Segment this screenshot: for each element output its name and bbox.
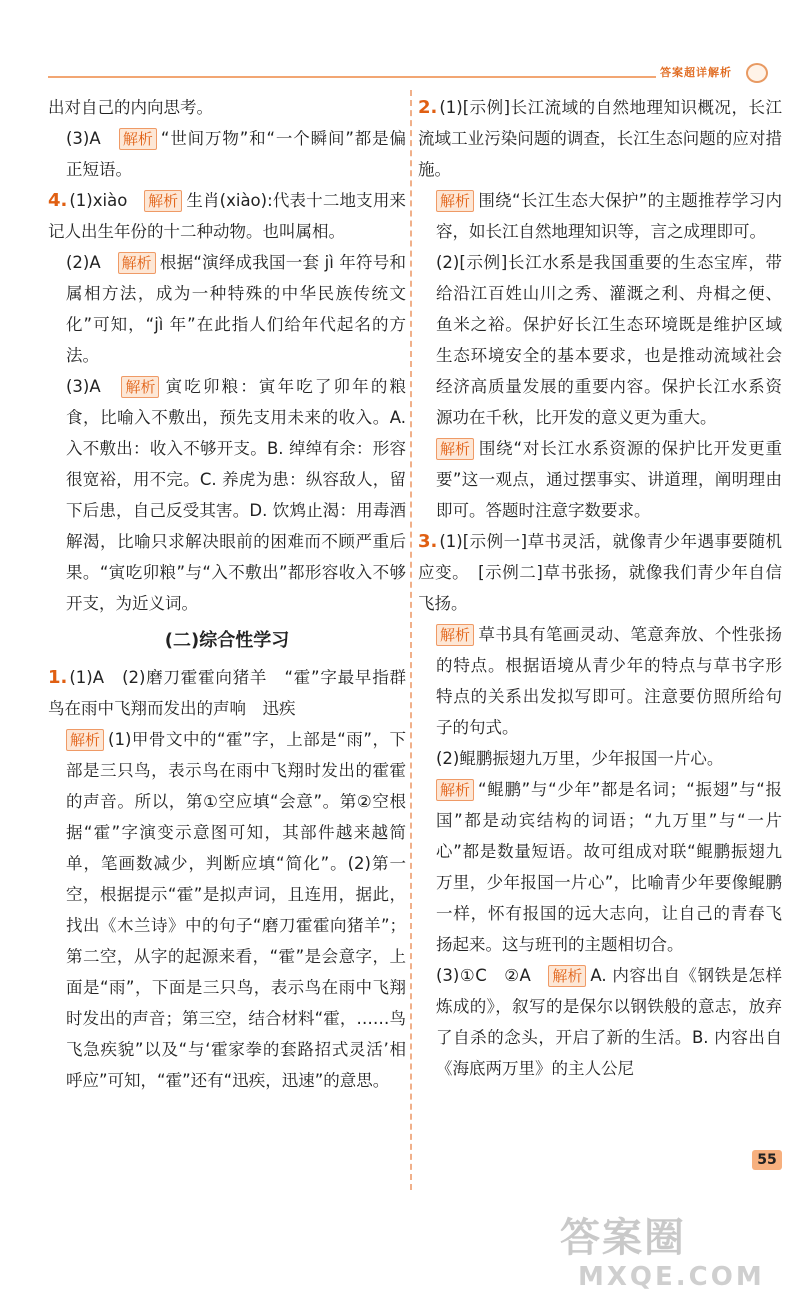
- section-heading: (二)综合性学习: [164, 630, 290, 651]
- analysis-tag: 解析: [436, 190, 474, 212]
- answer-paragraph: [418, 433, 782, 526]
- answer-text: (2)A: [66, 253, 118, 272]
- header-rule: [48, 76, 656, 78]
- analysis-text: 寅吃卯粮：寅年吃了卯年的粮食，比喻入不敷出，预先支用未来的收入。A. 入不敷出：收入不够开支。B. 绰绰有余：形容很宽裕，用不完。C. 养虎为患：纵容敌人，留下后患，自己反受其害。D. 饮鸩止渴：用毒酒解渴，比喻只求解决眼前的困难而不顾严重后果。“寅吃卯粮”与“入不敷出”都形容收入不够开支，为近义词。: [66, 377, 406, 613]
- answer-paragraph: [48, 123, 406, 185]
- right-column: [418, 92, 782, 1084]
- answer-paragraph: [418, 247, 782, 433]
- analysis-tag: 解析: [436, 779, 474, 801]
- analysis-text: 围绕“对长江水系资源的保护比开发更重要”这一观点，通过摆事实、讲道理，阐明理由即可。答题时注意字数要求。: [436, 439, 782, 520]
- analysis-tag: 解析: [436, 624, 474, 646]
- question-number: 1.: [48, 667, 68, 688]
- answer-paragraph: [48, 247, 406, 371]
- answer-paragraph: [48, 662, 406, 724]
- left-column: [48, 92, 406, 1096]
- question-number: 2.: [418, 97, 438, 118]
- header-logo-icon: [746, 63, 768, 83]
- analysis-tag: 解析: [436, 438, 474, 460]
- question-number: 4.: [48, 190, 68, 211]
- page-number: 55: [752, 1150, 782, 1170]
- analysis-tag: 解析: [548, 965, 586, 987]
- answer-text: (3)A: [66, 129, 119, 148]
- question-number: 3.: [418, 531, 438, 552]
- watermark-url: MXQE.COM: [578, 1262, 765, 1292]
- analysis-text: “世间万物”和“一个瞬间”都是偏正短语。: [66, 129, 406, 179]
- answer-paragraph: [418, 774, 782, 960]
- answer-text: (2)[示例]长江水系是我国重要的生态宝库，带给沿江百姓山川之秀、灌溉之利、舟楫之便、鱼米之裕。保护好长江生态环境既是维护区域生态环境安全的基本要求，也是推动流域社会经济高质量发展的重要内容。保护长江水系资源功在千秋，比开发的意义更为重大。: [436, 253, 782, 427]
- analysis-text: 根据“演绎成我国一套 jì 年符号和属相方法，成为一种特殊的中华民族传统文化”可知，“jì 年”在此指人们给年代起名的方法。: [66, 253, 406, 365]
- analysis-text: “鲲鹏”与“少年”都是名词；“振翅”与“报国”都是动宾结构的词语；“九万里”与“一片心”都是数量短语。故可组成对联“鲲鹏振翅九万里，少年报国一片心”，比喻青少年要像鲲鹏一样，怀有报国的远大志向，让自己的青春飞扬起来。这与班刊的主题相切合。: [436, 780, 782, 954]
- answer-text: (1)[示例一]草书灵活，就像青少年遇事要随机应变。 [示例二]草书张扬，就像我们青少年自信飞扬。: [418, 532, 782, 613]
- answer-paragraph: [418, 619, 782, 743]
- answer-paragraph: [418, 526, 782, 619]
- header-title: 答案超详解析: [660, 66, 732, 79]
- answer-paragraph: [48, 92, 406, 123]
- analysis-tag: 解析: [121, 376, 159, 398]
- answer-text: (2)鲲鹏振翅九万里，少年报国一片心。: [436, 749, 724, 768]
- analysis-text: (1)甲骨文中的“霍”字，上部是“雨”，下部是三只鸟，表示鸟在雨中飞翔时发出的霍霍的声音。所以，第①空应填“会意”。第②空根据“霍”字演变示意图可知，其部件越来越简单，笔画数减少，判断应填“简化”。(2)第一空，根据提示“霍”是拟声词，且连用，据此，找出《木兰诗》中的句子“磨刀霍霍向猪羊”；第二空，从字的起源来看，“霍”是会意字，上面是“雨”，下面是三只鸟，表示鸟在雨中飞翔时发出的声音；第三空，结合材料“霍，……鸟飞急疾貌”以及“与‘霍家拳的套路招式灵活’相呼应”可知，“霍”还有“迅疾，迅速”的意思。: [66, 730, 406, 1090]
- answer-text: (1)xiào: [69, 191, 145, 210]
- answer-text: (1)A (2)磨刀霍霍向猪羊 “霍”字最早指群鸟在雨中飞翔而发出的声响 迅疾: [48, 668, 406, 718]
- analysis-tag: 解析: [119, 128, 157, 150]
- analysis-text: 草书具有笔画灵动、笔意奔放、个性张扬的特点。根据语境从青少年的特点与草书字形特点的关系出发拟写即可。注意要仿照所给句子的句式。: [436, 625, 782, 737]
- answer-text: (3)①C ②A: [436, 966, 549, 985]
- analysis-text: 出对自己的内向思考。: [48, 98, 213, 117]
- analysis-tag: 解析: [66, 729, 104, 751]
- analysis-text: A. 内容出自《钢铁是怎样炼成的》，叙写的是保尔以钢铁般的意志，放弃了自杀的念头，开启了新的生活。B. 内容出自《海底两万里》的主人公尼: [436, 966, 782, 1078]
- analysis-tag: 解析: [118, 252, 156, 274]
- answer-paragraph: [418, 960, 782, 1084]
- answer-text: (3)A: [66, 377, 122, 396]
- answer-text: (1)[示例]长江流域的自然地理知识概况，长江流域工业污染问题的调查，长江生态问题的应对措施。: [418, 98, 782, 179]
- answer-paragraph: [418, 743, 782, 774]
- analysis-text: 围绕“长江生态大保护”的主题推荐学习内容，如长江自然地理知识等，言之成理即可。: [436, 191, 782, 241]
- analysis-text: 生肖(xiào):代表十二地支用来记人出生年份的十二种动物。也叫属相。: [48, 191, 406, 241]
- answer-paragraph: [418, 92, 782, 185]
- watermark-logo: 答案圈: [560, 1215, 686, 1261]
- answer-paragraph: [48, 185, 406, 247]
- answer-paragraph: [418, 185, 782, 247]
- answer-paragraph: [48, 724, 406, 1096]
- analysis-tag: 解析: [144, 190, 182, 212]
- answer-paragraph: [48, 371, 406, 619]
- column-divider: [410, 90, 412, 1190]
